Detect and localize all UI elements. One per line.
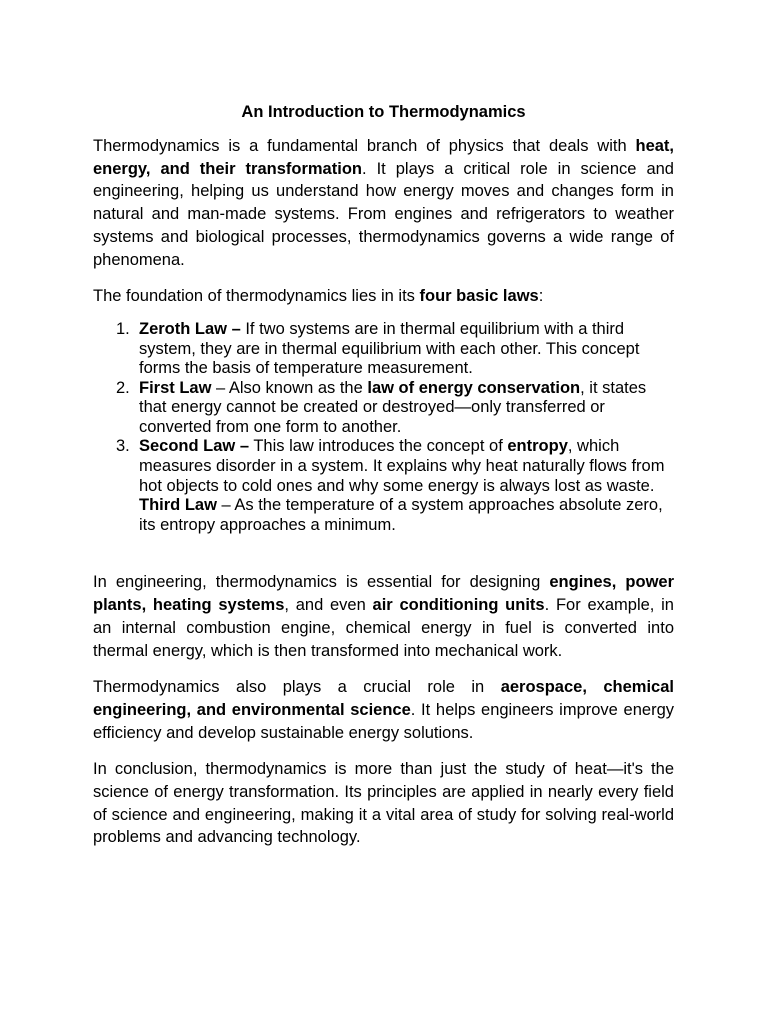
law-text: This law introduces the concept of [249, 437, 508, 456]
intro-text-1: Thermodynamics is a fundamental branch of physics that deals with [93, 137, 636, 155]
foundation-paragraph [93, 285, 674, 308]
law-name: Zeroth Law – [139, 319, 241, 338]
law-number: 2. [116, 378, 130, 397]
law-text: – Also known as the [211, 378, 368, 397]
page-title: An Introduction to Thermodynamics [241, 103, 526, 121]
foundation-text-1: The foundation of thermodynamics lies in its [93, 287, 420, 306]
foundation-text-2: : [538, 287, 544, 306]
aerospace-paragraph [93, 676, 674, 744]
law-bold-term: entropy [507, 437, 568, 456]
engineering-text-1: In engineering, thermodynamics is essential for designing [93, 573, 550, 592]
law-item-third [139, 496, 674, 535]
engineering-bold-2: air conditioning units [372, 596, 545, 615]
law-name: Second Law – [139, 437, 250, 456]
law-text: – As the temperature of a system approaches absolute zero, its entropy approaches a minimum. [139, 496, 663, 534]
intro-bold-1: heat, energy, and their transformation [93, 137, 674, 178]
law-text: , it states that energy cannot be created or destroyed—only transferred or converted from one form to another. [139, 378, 647, 436]
law-name: First Law [139, 378, 212, 397]
aerospace-bold-1: aerospace, chemical engineering, and environmental science [93, 678, 674, 719]
intro-paragraph [93, 135, 674, 271]
law-number: 1. [116, 319, 130, 338]
conclusion-paragraph [93, 758, 674, 849]
conclusion-text-1: In conclusion, thermodynamics is more than just the study of heat—it's the science of energy transformation. Its principles are applied in nearly every field of science and engineering, making it a vital area of study for solving real-world problems and advancing technology. [93, 760, 674, 847]
law-name: Third Law [139, 496, 217, 515]
engineering-paragraph [93, 571, 674, 662]
law-number: 3. [116, 437, 130, 456]
law-bold-term: law of energy conservation [367, 378, 581, 397]
law-item-first [116, 378, 674, 438]
aerospace-text-2: . It helps engineers improve energy efficiency and develop sustainable energy solutions. [93, 700, 674, 742]
engineering-bold-1: engines, power plants, heating systems [93, 573, 674, 615]
aerospace-text-1: Thermodynamics also plays a crucial role in [93, 678, 501, 697]
law-text: , which measures disorder in a system. It explains why heat naturally flows from hot objects to cold ones and why some energy is always lost as waste. [139, 437, 665, 495]
law-item-second [116, 437, 674, 496]
laws-list [93, 320, 674, 536]
engineering-text-2: , and even [284, 596, 373, 615]
intro-text-2: . It plays a critical role in science and engineering, helping us understand how energy moves and changes form in natural and man-made systems. From engines and refrigerators to weather systems and biological processes, thermodynamics governs a wide range of phenomena. [93, 159, 674, 269]
law-item-zeroth [116, 319, 674, 379]
engineering-text-3: . For example, in an internal combustion engine, chemical energy in fuel is converted into thermal energy, which is then transformed into mechanical work. [93, 596, 674, 660]
foundation-bold-1: four basic laws [419, 287, 539, 306]
law-text: If two systems are in thermal equilibrium with a third system, they are in thermal equilibrium with each other. This concept forms the basis of temperature measurement. [139, 319, 640, 378]
